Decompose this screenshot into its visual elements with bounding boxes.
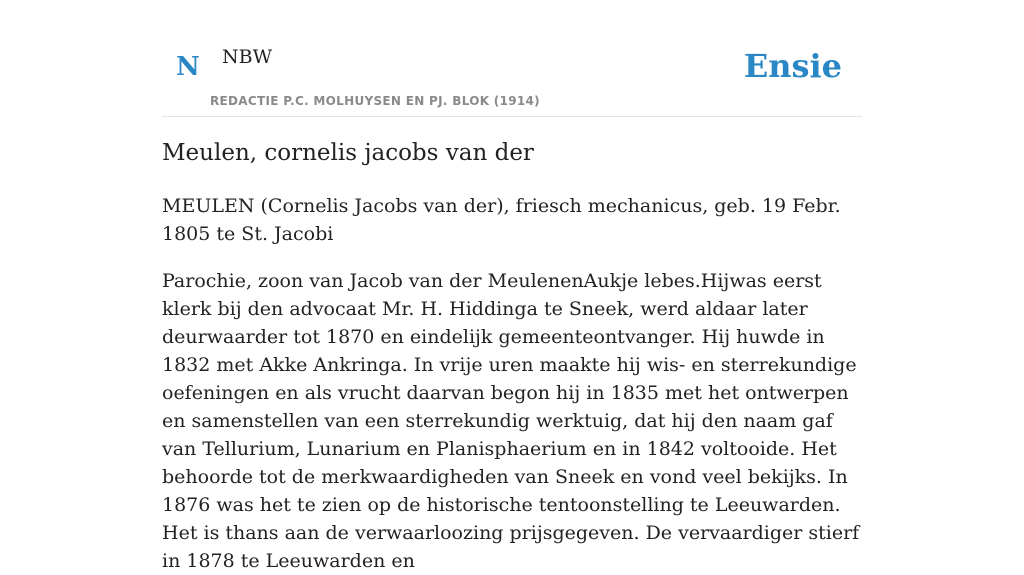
page xyxy=(162,0,862,572)
source-title[interactable]: NBW xyxy=(222,46,273,68)
article-paragraph: Parochie, zoon van Jacob van der MeulenenAukje lebes.Hijwas eerst klerk bij den advocaat Mr. H. Hiddinga te Sneek, werd aldaar later deurwaarder tot 1870 en eindelijk gemeenteontvanger. Hij huwde in 1832 met Akke Ankringa. In vrije uren maakte hij wis- en sterrekundige oefeningen en als vrucht daarvan begon hij in 1835 met het ontwerpen en samenstellen van een sterrekundig werktuig, dat hij den naam gaf van Tellurium, Lunarium en Planisphaerium en in 1842 voltooide. Het behoorde tot de merkwaardigheden van Sneek en vond veel bekijks. In 1876 was het te zien op de historische tentoonstelling te Leeuwarden. Het is thans aan de verwaarloozing prijsgegeven. De vervaardiger stierf in 1878 te Leeuwarden en xyxy=(162,270,860,572)
article-paragraph: MEULEN (Cornelis Jacobs van der), friesch mechanicus, geb. 19 Febr. 1805 te St. Jacobi xyxy=(162,195,841,245)
source-header xyxy=(162,0,862,117)
brand-logo[interactable]: Ensie xyxy=(743,47,842,85)
source-subtitle: REDACTIE P.C. MOLHUYSEN EN PJ. BLOK (1914) xyxy=(210,94,540,108)
source-logo[interactable]: N xyxy=(176,52,200,82)
article-title: Meulen, cornelis jacobs van der xyxy=(162,140,534,166)
